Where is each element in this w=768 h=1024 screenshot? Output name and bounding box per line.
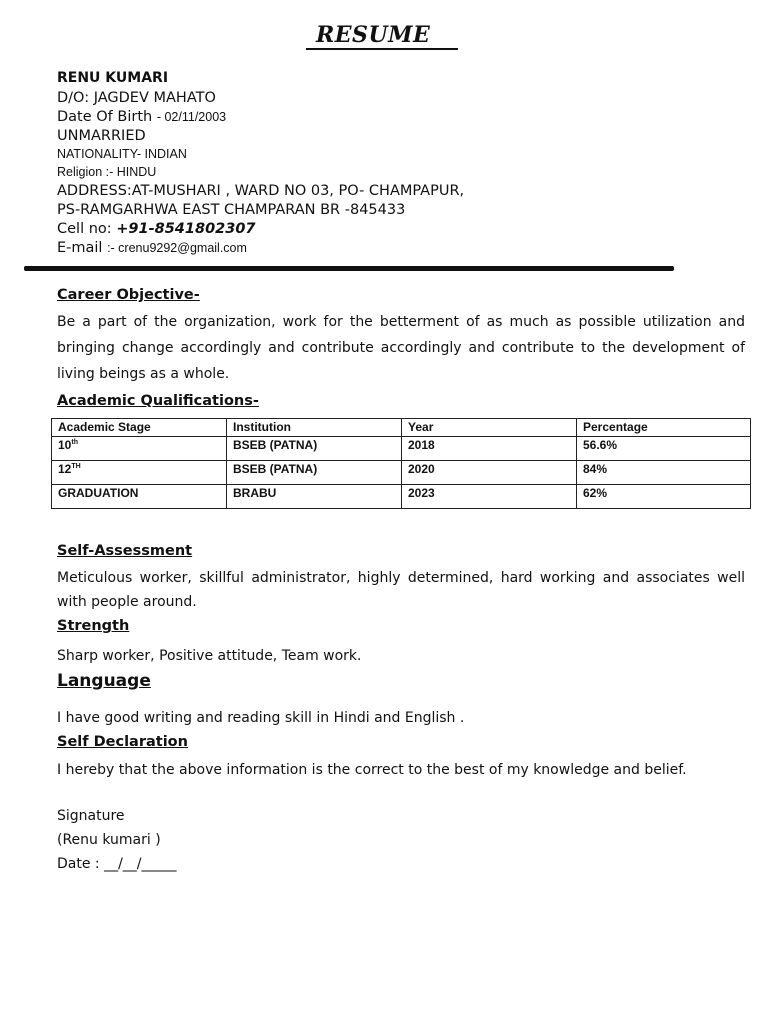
- dob-label: Date Of Birth: [57, 109, 153, 125]
- institution-cell: BSEB (PATNA): [227, 461, 402, 485]
- column-header: Year: [402, 419, 577, 437]
- column-header: Academic Stage: [52, 419, 227, 437]
- language-text: I have good writing and reading skill in Hindi and English .: [57, 710, 465, 726]
- institution-cell: BSEB (PATNA): [227, 437, 402, 461]
- stage-suffix: TH: [71, 463, 81, 470]
- applicant-name: RENU KUMARI: [57, 70, 169, 86]
- self-assessment-heading: Self-Assessment: [57, 543, 193, 559]
- stage-cell: [52, 437, 227, 461]
- marital-status: UNMARRIED: [57, 128, 146, 144]
- self-declaration-heading: Self Declaration: [57, 734, 188, 750]
- column-header: Percentage: [577, 419, 751, 437]
- resume-title: RESUME: [316, 22, 431, 48]
- column-header: Institution: [227, 419, 402, 437]
- signature-label: Signature: [57, 808, 125, 824]
- cell-value: +91-8541802307: [116, 221, 256, 237]
- cell-label: Cell no:: [57, 221, 117, 237]
- strength-text: Sharp worker, Positive attitude, Team work.: [57, 648, 362, 664]
- year-cell: 2023: [402, 485, 577, 509]
- stage-cell: [52, 461, 227, 485]
- percentage-cell: 56.6%: [577, 437, 751, 461]
- title-underline: [306, 48, 458, 50]
- header-divider: [24, 266, 674, 271]
- career-objective-heading: Career Objective-: [57, 287, 200, 303]
- address-line-1: ADDRESS:AT-MUSHARI , WARD NO 03, PO- CHAMPAPUR,: [57, 183, 465, 199]
- academic-qualifications-table: [51, 418, 751, 509]
- address-line-2: PS-RAMGARHWA EAST CHAMPARAN BR -845433: [57, 202, 406, 218]
- email-label: E-mail: [57, 240, 108, 256]
- email-value: :- crenu9292@gmail.com: [107, 241, 247, 255]
- email: [57, 240, 747, 259]
- cell-number: [57, 221, 747, 240]
- career-objective-text: Be a part of the organization, work for the betterment of as much as possible utilization and bringing change accordingly and contribute accordingly and contribute to the development of living beings as a whole.: [57, 314, 745, 382]
- dob-value: - 02/11/2003: [156, 110, 227, 124]
- table-row: [52, 461, 751, 485]
- title-block: [306, 22, 458, 48]
- institution-cell: BRABU: [227, 485, 402, 509]
- year-cell: 2020: [402, 461, 577, 485]
- language-heading: Language: [57, 671, 151, 691]
- signature-date: Date : __/__/_____: [57, 856, 177, 872]
- table-header-row: [52, 419, 751, 437]
- stage-suffix: th: [71, 439, 78, 446]
- personal-details: [57, 70, 747, 259]
- stage-value: 10: [58, 438, 72, 452]
- percentage-cell: 84%: [577, 461, 751, 485]
- religion: Religion :- HINDU: [57, 165, 157, 179]
- self-declaration-text: I hereby that the above information is the correct to the best of my knowledge and belief.: [57, 762, 687, 778]
- nationality: NATIONALITY- INDIAN: [57, 147, 187, 161]
- stage-value: 12: [58, 462, 72, 476]
- strength-heading: Strength: [57, 618, 130, 634]
- self-assessment-text: Meticulous worker, skillful administrator, highly determined, hard working and associates well with people around.: [57, 570, 745, 610]
- date-of-birth: [57, 109, 747, 128]
- percentage-cell: 62%: [577, 485, 751, 509]
- table-row: [52, 437, 751, 461]
- parent-name: D/O: JAGDEV MAHATO: [57, 90, 216, 106]
- stage-cell: [52, 485, 227, 509]
- academic-qualifications-heading: Academic Qualifications-: [57, 393, 259, 409]
- stage-value: GRADUATION: [58, 486, 139, 500]
- year-cell: 2018: [402, 437, 577, 461]
- signature-name: (Renu kumari ): [57, 832, 161, 848]
- table-row: [52, 485, 751, 509]
